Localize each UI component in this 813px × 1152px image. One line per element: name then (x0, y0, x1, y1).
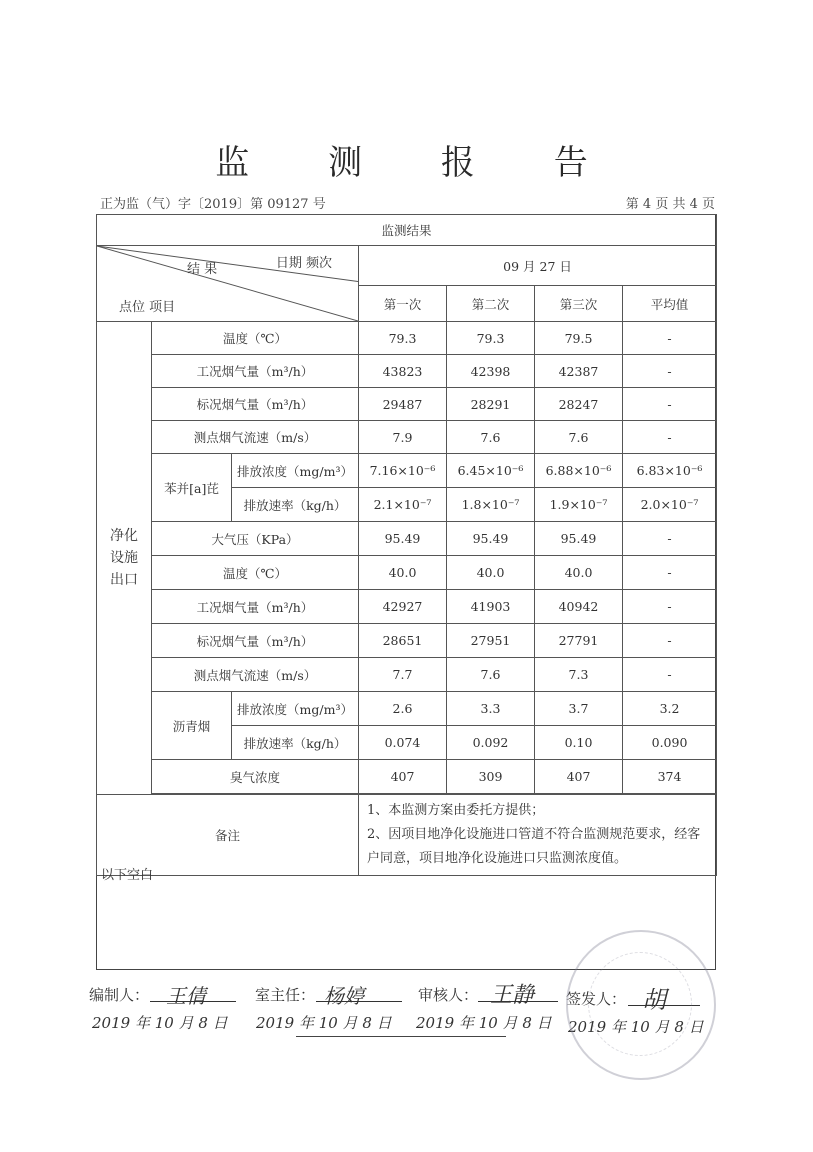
date-header: 09 月 27 日 (359, 246, 717, 286)
page-title: 监 测 报 告 (215, 143, 622, 183)
diag-site-item-label: 点位 项目 (119, 300, 176, 315)
cell: - (623, 624, 717, 658)
cell: 0.074 (359, 726, 447, 760)
cell: 3.2 (623, 692, 717, 726)
cell: 42927 (359, 590, 447, 624)
page-info: 第 4 页 共 4 页 (625, 197, 715, 212)
cell: 407 (359, 760, 447, 794)
cell: 6.45×10⁻⁶ (447, 454, 535, 488)
diag-date-freq-label: 日期 频次 (275, 256, 332, 271)
notes-content (359, 795, 717, 876)
cell: - (623, 421, 717, 454)
results-table (96, 214, 717, 876)
cell: 7.16×10⁻⁶ (359, 454, 447, 488)
cell: 41903 (447, 590, 535, 624)
cell: 1.8×10⁻⁷ (447, 488, 535, 522)
cell: 40.0 (535, 556, 623, 590)
signature-4: 胡 (642, 986, 666, 1014)
cell: 95.49 (535, 522, 623, 556)
cell: 0.090 (623, 726, 717, 760)
cell: 0.092 (447, 726, 535, 760)
signer-label-2: 室主任： (255, 986, 316, 1004)
col-header-2: 第二次 (447, 286, 535, 322)
row-label: 排放浓度（mg/m³） (232, 692, 359, 726)
asphalt-group-label: 沥青烟 (152, 692, 232, 760)
cell: 79.5 (535, 322, 623, 355)
cell: 7.6 (447, 658, 535, 692)
signer-label-1: 编制人： (89, 986, 150, 1004)
sign-date-4: 2019 年 10 月 8 日 (568, 1018, 704, 1036)
sign-date-3: 2019 年 10 月 8 日 (416, 1014, 552, 1032)
row-label: 排放浓度（mg/m³） (232, 454, 359, 488)
col-header-3: 第三次 (535, 286, 623, 322)
signature-2: 杨婷 (324, 984, 364, 1008)
signer-label-3: 审核人： (418, 986, 479, 1004)
row-label: 工况烟气量（m³/h） (152, 355, 359, 388)
cell: 79.3 (359, 322, 447, 355)
row-label: 排放速率（kg/h） (232, 726, 359, 760)
cell: 95.49 (447, 522, 535, 556)
row-label: 臭气浓度 (152, 760, 359, 794)
note-2: 2、因项目地净化设施进口管道不符合监测规范要求，经客户同意，项目地净化设施进口只监测浓度值。 (367, 827, 701, 866)
row-label: 标况烟气量（m³/h） (152, 624, 359, 658)
seal-inner-ring (588, 952, 692, 1056)
cell: 3.3 (447, 692, 535, 726)
date-underline (296, 1036, 506, 1037)
cell: 40942 (535, 590, 623, 624)
note-1: 1、本监测方案由委托方提供； (367, 803, 545, 818)
notes-label: 备注 (97, 795, 359, 876)
blank-note: 以下空白 (101, 868, 154, 883)
group-label: 净化设施出口 (97, 322, 152, 795)
cell: 42387 (535, 355, 623, 388)
benzo-group-label: 苯并[a]芘 (152, 454, 232, 522)
cell: - (623, 522, 717, 556)
cell: 40.0 (447, 556, 535, 590)
cell: 79.3 (447, 322, 535, 355)
sign-date-2: 2019 年 10 月 8 日 (256, 1014, 392, 1032)
cell: 43823 (359, 355, 447, 388)
signature-1: 王倩 (166, 984, 206, 1008)
row-label: 测点烟气流速（m/s） (152, 658, 359, 692)
col-header-1: 第一次 (359, 286, 447, 322)
cell: - (623, 388, 717, 421)
cell: - (623, 658, 717, 692)
cell: 1.9×10⁻⁷ (535, 488, 623, 522)
cell: 6.83×10⁻⁶ (623, 454, 717, 488)
row-label: 工况烟气量（m³/h） (152, 590, 359, 624)
row-label: 测点烟气流速（m/s） (152, 421, 359, 454)
cell: 0.10 (535, 726, 623, 760)
cell: 407 (535, 760, 623, 794)
row-label: 温度（℃） (152, 322, 359, 355)
cell: 27951 (447, 624, 535, 658)
cell: 7.6 (447, 421, 535, 454)
cell: 27791 (535, 624, 623, 658)
cell: 7.3 (535, 658, 623, 692)
cell: - (623, 355, 717, 388)
row-label: 大气压（KPa） (152, 522, 359, 556)
cell: 7.9 (359, 421, 447, 454)
signature-3: 王静 (490, 983, 535, 1008)
sign-date-1: 2019 年 10 月 8 日 (92, 1014, 228, 1032)
cell: 29487 (359, 388, 447, 421)
cell: 28651 (359, 624, 447, 658)
cell: 309 (447, 760, 535, 794)
report-number: 正为监（气）字〔2019〕第 09127 号 (100, 197, 326, 212)
cell: - (623, 590, 717, 624)
cell: 28291 (447, 388, 535, 421)
row-label: 温度（℃） (152, 556, 359, 590)
cell: 28247 (535, 388, 623, 421)
cell: - (623, 556, 717, 590)
cell: 7.6 (535, 421, 623, 454)
table-banner: 监测结果 (97, 215, 717, 246)
cell: 6.88×10⁻⁶ (535, 454, 623, 488)
cell: 42398 (447, 355, 535, 388)
cell: 7.7 (359, 658, 447, 692)
row-label: 标况烟气量（m³/h） (152, 388, 359, 421)
cell: 40.0 (359, 556, 447, 590)
col-header-avg: 平均值 (623, 286, 717, 322)
cell: 2.6 (359, 692, 447, 726)
diagonal-header-cell (97, 246, 359, 322)
signer-label-4: 签发人： (566, 990, 627, 1008)
cell: 2.0×10⁻⁷ (623, 488, 717, 522)
row-label: 排放速率（kg/h） (232, 488, 359, 522)
cell: 95.49 (359, 522, 447, 556)
cell: 3.7 (535, 692, 623, 726)
cell: 374 (623, 760, 717, 794)
cell: - (623, 322, 717, 355)
cell: 2.1×10⁻⁷ (359, 488, 447, 522)
diag-result-label: 结 果 (187, 262, 218, 277)
